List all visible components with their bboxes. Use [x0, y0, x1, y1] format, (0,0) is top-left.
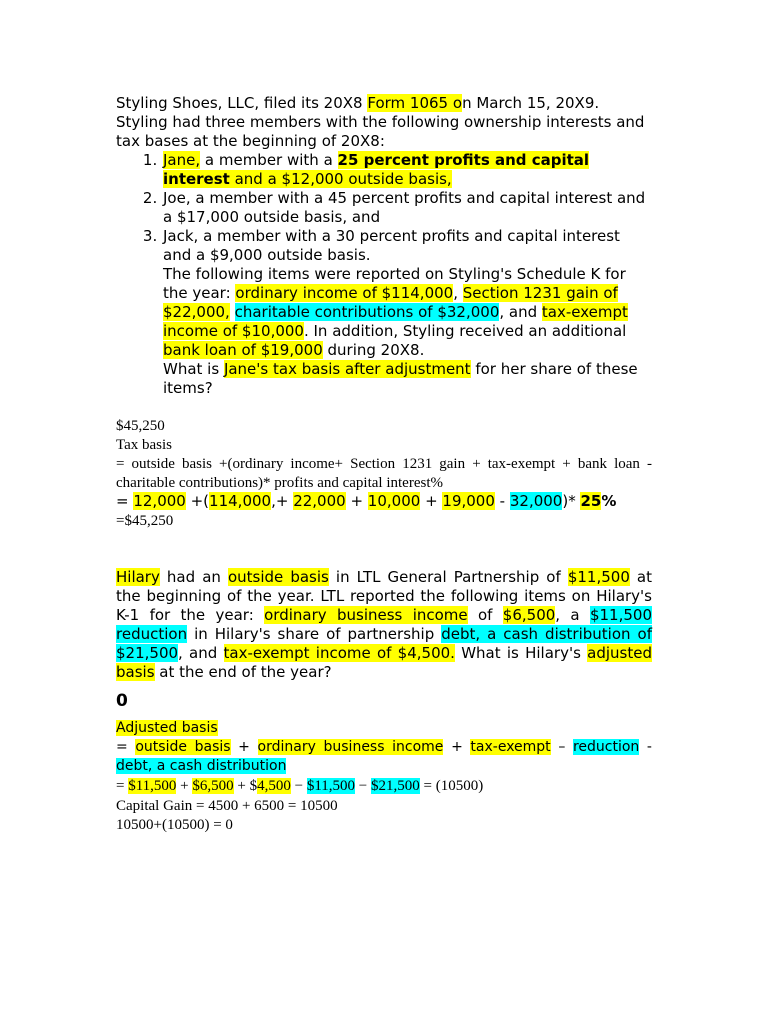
adjusted-basis-highlight: adjusted basis: [116, 644, 652, 681]
jane-highlight: Jane,: [163, 151, 201, 169]
member-item-joe: 2. Joe, a member with a 45 percent profits and capital interest and a $17,000 outside basis, and: [162, 189, 652, 227]
q2-text-3: at the beginning of the year. LTL reported the following items on Hilary's K-1 for the year:: [116, 568, 652, 624]
calc2-eq: =: [116, 778, 129, 794]
outside-basis-highlight: outside basis: [227, 568, 329, 586]
calc-op: +(: [185, 492, 210, 510]
formula-outside-basis: outside basis: [135, 739, 231, 755]
q1-question-text: What is: [163, 360, 224, 378]
formula-reduction: reduction: [572, 739, 640, 755]
answer-2-label: [116, 719, 652, 738]
calc-charitable: 32,000: [509, 492, 563, 510]
final-result-line: 10500+(10500) = 0: [116, 817, 233, 833]
answer-2-calculation: [116, 777, 652, 796]
answer-2-formula: [116, 738, 652, 776]
calc2-op-2: + $: [233, 778, 258, 794]
formula-op: +: [230, 739, 258, 755]
q1-cont-sep-2: [230, 303, 235, 321]
q2-text-8: What is Hilary's: [454, 644, 588, 662]
hilary-highlight: Hilary: [116, 568, 160, 586]
answer-2-value: 0: [116, 691, 128, 711]
answer-1-value: $45,250: [116, 418, 165, 434]
q1-intro-text-2: n March 15, 20X9. Styling had three members with the following ownership interests and tax bases at the beginning of 20X8:: [116, 94, 645, 150]
calc-percent-sign: %: [601, 492, 617, 510]
calc2-op-3: −: [290, 778, 307, 794]
formula-op-4: -: [639, 739, 652, 755]
q1-intro-text: Styling Shoes, LLC, filed its 20X8: [116, 94, 368, 112]
formula-op-2: +: [443, 739, 471, 755]
capital-gain-line: Capital Gain = 4500 + 6500 = 10500: [116, 798, 338, 814]
q2-text-2: in LTL General Partnership of: [328, 568, 568, 586]
formula-eq: =: [116, 739, 136, 755]
answer-1-result: =$45,250: [116, 513, 174, 529]
calc-op-2: ,+: [271, 492, 294, 510]
jane-interest-highlight: 25 percent profits and capital interest: [163, 151, 590, 188]
ordinary-income-highlight: ordinary income of $114,000: [235, 284, 454, 302]
jane-basis-question-highlight: Jane's tax basis after adjustment: [223, 360, 471, 378]
member-list: [116, 151, 652, 265]
calc-op-5: -: [494, 492, 510, 510]
calc2-distribution: $21,500: [371, 778, 420, 794]
calc-1231-gain: 22,000: [293, 492, 346, 510]
calc-bank-loan: 19,000: [442, 492, 495, 510]
calc2-reduction: $11,500: [306, 778, 356, 794]
tax-exempt-income-highlight: tax-exempt income of $4,500.: [223, 644, 455, 662]
formula-ordinary-income: ordinary business income: [257, 739, 444, 755]
bank-loan-highlight: bank loan of $19,000: [163, 341, 323, 359]
ordinary-business-income-highlight: ordinary business income: [264, 606, 468, 624]
calc2-outside-basis: $11,500: [128, 778, 177, 794]
calc-op-4: +: [420, 492, 443, 510]
charitable-highlight: charitable contributions of $32,000: [234, 303, 500, 321]
q1-cont-text: The following items were reported on Styling's Schedule K for the year:: [163, 265, 626, 302]
question-2: [116, 568, 652, 682]
basis-amount-highlight: $11,500: [567, 568, 630, 586]
section-1231-highlight: Section 1231 gain of $22,000,: [163, 284, 618, 321]
q2-text-6: in Hilary's share of partnership: [187, 625, 442, 643]
q1-cont-text-3: during 20X8.: [322, 341, 425, 359]
calc2-result: = (10500): [419, 778, 484, 794]
q2-text-5: , a: [555, 606, 590, 624]
q1-cont-sep-3: , and: [499, 303, 542, 321]
income-amount-highlight: $6,500: [502, 606, 556, 624]
q1-cont-text-2: . In addition, Styling received an additional: [303, 322, 627, 340]
calc-tax-exempt: 10,000: [367, 492, 421, 510]
q2-text-7: , and: [178, 644, 224, 662]
q2-text: had an: [159, 568, 228, 586]
q1-continuation: [116, 265, 652, 398]
calc-outside-basis: 12,000: [133, 492, 186, 510]
q1-cont-sep: ,: [453, 284, 463, 302]
answer-1-label: Tax basis: [116, 437, 173, 453]
debt-distribution-highlight: debt, a cash distribution of $21,500: [116, 625, 652, 662]
calc2-op-4: −: [355, 778, 371, 794]
calc-percent: 25: [580, 492, 602, 510]
answer-1-formula: = outside basis +(ordinary income+ Section 1231 gain + tax-exempt + bank loan - charitable contributions)* profits and capital interest%: [116, 456, 652, 491]
calc-op-3: +: [345, 492, 368, 510]
reduction-highlight: $11,500 reduction: [116, 606, 652, 643]
q1-form-highlight: Form 1065 o: [367, 94, 463, 112]
q2-text-4: of: [467, 606, 503, 624]
q1-question-text-2: for her share of these items?: [163, 360, 638, 397]
adjusted-basis-label: Adjusted basis: [116, 720, 218, 736]
question-1: [116, 94, 652, 398]
member-item-jane: [162, 151, 652, 189]
calc2-income: $6,500: [192, 778, 234, 794]
q2-text-9: at the end of the year?: [154, 663, 332, 681]
answer-1: [116, 417, 652, 493]
tax-exempt-highlight: tax-exempt income of $10,000: [163, 303, 628, 340]
calc-op-6: )*: [562, 492, 581, 510]
answer-1-calculation: [116, 492, 652, 511]
calc2-op: +: [176, 778, 193, 794]
member-item-jack: 3. Jack, a member with a 30 percent profits and capital interest and a $9,000 outside basis.: [162, 227, 652, 265]
formula-tax-exempt: tax-exempt: [470, 739, 551, 755]
calc2-tax-exempt: 4,500: [257, 778, 291, 794]
calc-eq: =: [116, 492, 134, 510]
jane-basis-highlight: and a $12,000 outside basis,: [229, 170, 452, 188]
formula-debt-distribution: debt, a cash distribution: [116, 758, 287, 774]
formula-op-3: –: [550, 739, 573, 755]
q1-intro: [116, 94, 652, 151]
calc-ordinary-income: 114,000: [209, 492, 272, 510]
jane-text: a member with a: [200, 151, 338, 169]
